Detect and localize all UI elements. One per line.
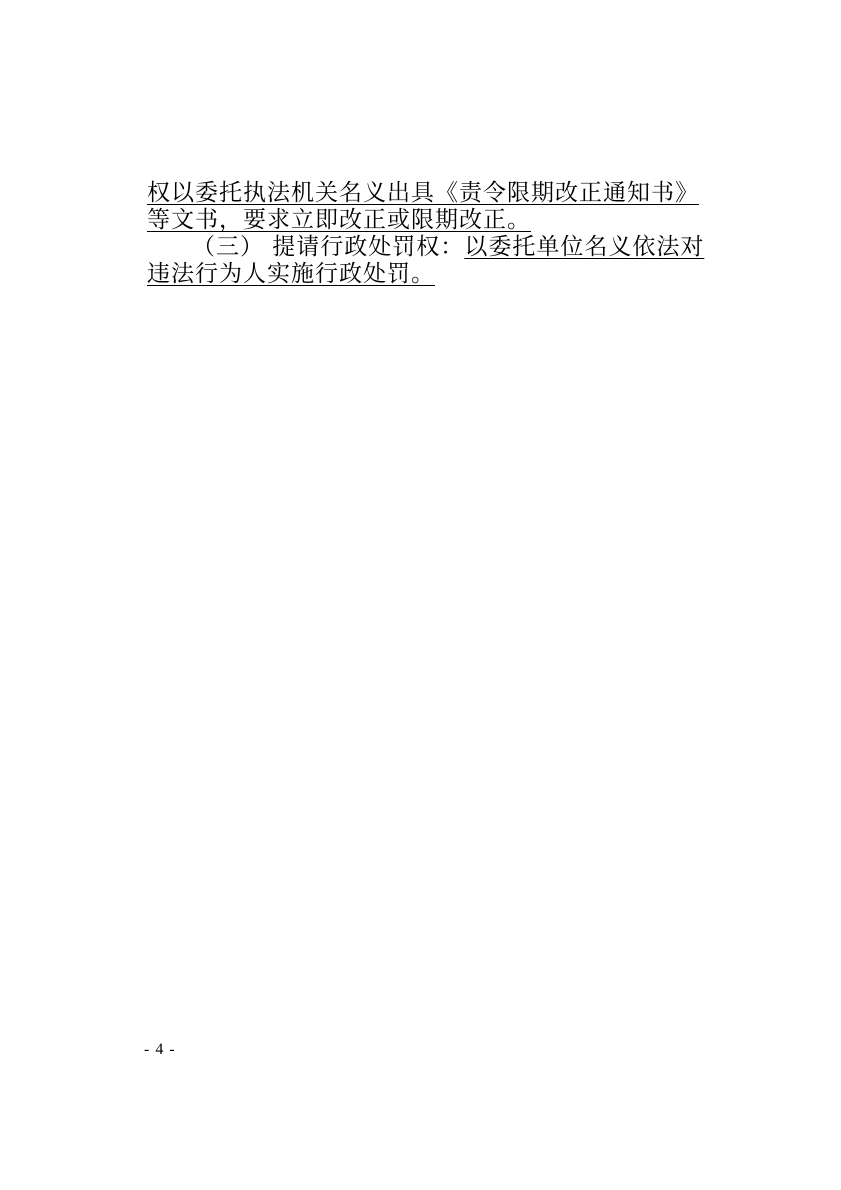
underlined-text: 违法行为人实施行政处罚。 bbox=[147, 261, 435, 287]
underlined-text: 以委托单位名义依法对 bbox=[464, 234, 705, 260]
paragraph-item-3-cont bbox=[147, 259, 707, 289]
paragraph-item-3-start bbox=[192, 232, 752, 262]
body-line bbox=[147, 178, 707, 208]
page-number: - 4 - bbox=[144, 1041, 176, 1058]
underlined-text: 等文书，要求立即改正或限期改正。 bbox=[147, 207, 531, 233]
item-3-label: （三） 提请行政处罚权： bbox=[192, 234, 465, 260]
body-line bbox=[147, 205, 707, 235]
underlined-text: 权以委托执法机关名义出具《责令限期改正通知书》 bbox=[147, 180, 699, 206]
